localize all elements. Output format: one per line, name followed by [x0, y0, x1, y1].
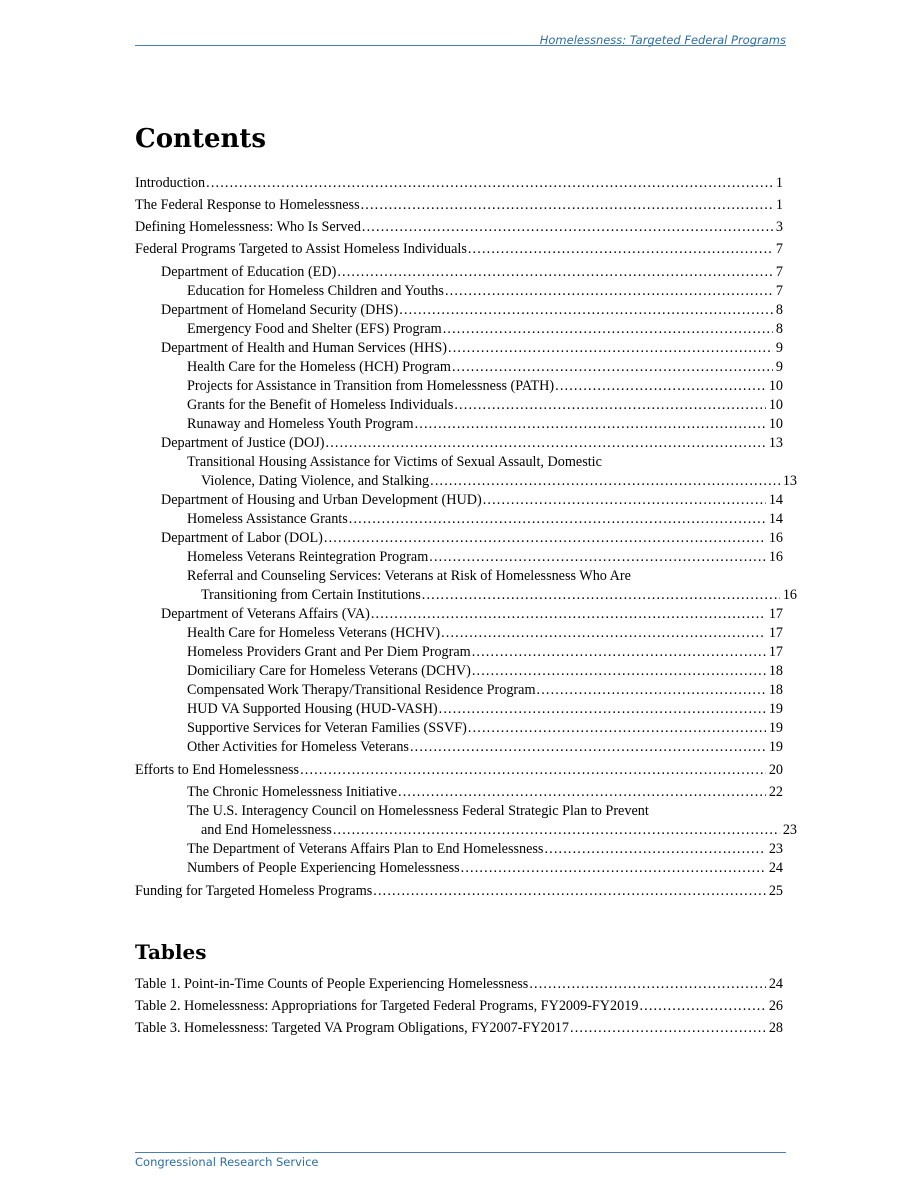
toc-entry-gpd[interactable]: [187, 643, 783, 662]
toc-entry-title: Projects for Assistance in Transition from Homelessness (PATH): [187, 378, 555, 394]
toc-entry-defining-homelessness[interactable]: [135, 218, 783, 237]
toc-entry-title: Runaway and Homeless Youth Program: [187, 416, 414, 432]
toc-entry-title: The Federal Response to Homelessness: [135, 197, 360, 213]
toc-page-number: 13: [782, 473, 797, 489]
toc-page-number: 9: [775, 340, 783, 356]
toc-page-number: 10: [768, 416, 783, 432]
toc-entry-title: Other Activities for Homeless Veterans: [187, 739, 409, 755]
toc-entry-title: Numbers of People Experiencing Homelessness: [187, 860, 460, 876]
toc-entry-numbers[interactable]: [187, 859, 783, 878]
toc-page-number: 9: [775, 359, 783, 375]
toc-entry-federal-programs[interactable]: [135, 240, 783, 259]
table-page-number: 26: [768, 998, 783, 1014]
table-page-number: 24: [768, 976, 783, 992]
toc-entry-title: Violence, Dating Violence, and Stalking: [201, 473, 430, 489]
toc-entry-title: Efforts to End Homelessness: [135, 762, 300, 778]
toc-entry-title: Homeless Providers Grant and Per Diem Program: [187, 644, 471, 660]
toc-page-number: 16: [782, 587, 797, 603]
toc-entry-dol[interactable]: [161, 529, 783, 548]
toc-entry-title: The Department of Veterans Affairs Plan to End Homelessness: [187, 841, 544, 857]
toc-page-number: 18: [768, 663, 783, 679]
toc-entry-gbhi[interactable]: [187, 396, 783, 415]
toc-entry-title: HUD VA Supported Housing (HUD-VASH): [187, 701, 438, 717]
toc-entry-title: Department of Homeland Security (DHS): [161, 302, 399, 318]
toc-entry-hvrp[interactable]: [187, 548, 783, 567]
toc-page-number: 8: [775, 302, 783, 318]
toc-page-number: 16: [768, 530, 783, 546]
toc-entry-federal-response[interactable]: [135, 196, 783, 215]
toc-entry-title: Transitioning from Certain Institutions: [201, 587, 421, 603]
toc-entry-hchv[interactable]: [187, 624, 783, 643]
toc-entry-hch[interactable]: [187, 358, 783, 377]
toc-page-number: 17: [768, 625, 783, 641]
toc-page-number: 10: [768, 378, 783, 394]
toc-entry-doj[interactable]: [161, 434, 783, 453]
toc-entry-title: Department of Education (ED): [161, 264, 337, 280]
toc-page-number: 10: [768, 397, 783, 413]
toc-entry-title: Department of Health and Human Services (HHS): [161, 340, 448, 356]
footer-rule: [135, 1152, 786, 1153]
toc-entry-title: Funding for Targeted Homeless Programs: [135, 883, 373, 899]
toc-page-number: 7: [775, 241, 783, 257]
toc-entry-title: Grants for the Benefit of Homeless Individuals: [187, 397, 454, 413]
toc-entry-title: Defining Homelessness: Who Is Served: [135, 219, 361, 235]
toc-page-number: 17: [768, 606, 783, 622]
toc-page-number: 14: [768, 511, 783, 527]
toc-entry-chronic[interactable]: [187, 783, 783, 802]
toc-entry-dhs[interactable]: [161, 301, 783, 320]
toc-entry-hag[interactable]: [187, 510, 783, 529]
toc-entry-title: Department of Justice (DOJ): [161, 435, 325, 451]
toc-page-number: 23: [782, 822, 797, 838]
toc-entry-cwt[interactable]: [187, 681, 783, 700]
toc-page-number: 8: [775, 321, 783, 337]
toc-page-number: 17: [768, 644, 783, 660]
toc-entry-dchv[interactable]: [187, 662, 783, 681]
toc-page-number: 16: [768, 549, 783, 565]
toc-entry-ed[interactable]: [161, 263, 783, 282]
toc-entry-title: Supportive Services for Veteran Families (SSVF): [187, 720, 467, 736]
toc-entry-title-line1: Referral and Counseling Services: Veterans at Risk of Homelessness Who Are: [187, 568, 631, 584]
toc-entry-introduction[interactable]: [135, 174, 783, 193]
toc-entry-rhy[interactable]: [187, 415, 783, 434]
tables-heading: Tables: [135, 940, 207, 964]
toc-page-number: 19: [768, 739, 783, 755]
toc-page-number: 13: [768, 435, 783, 451]
toc-entry-ssvf[interactable]: [187, 719, 783, 738]
toc-entry-title: Homeless Assistance Grants: [187, 511, 348, 527]
toc-entry-title: Homeless Veterans Reintegration Program: [187, 549, 429, 565]
toc-entry-other-activities[interactable]: [187, 738, 783, 757]
table-entry-1[interactable]: [135, 975, 783, 994]
toc-entry-usich[interactable]: [187, 802, 797, 840]
toc-entry-title: Emergency Food and Shelter (EFS) Program: [187, 321, 442, 337]
toc-entry-title: Department of Veterans Affairs (VA): [161, 606, 370, 622]
toc-entry-title: and End Homelessness: [201, 822, 332, 838]
toc-entry-title: Health Care for the Homeless (HCH) Program: [187, 359, 451, 375]
footer-text: Congressional Research Service: [135, 1155, 319, 1169]
toc-entry-title-line1: The U.S. Interagency Council on Homelessness Federal Strategic Plan to Prevent: [187, 803, 649, 819]
toc-entry-title: The Chronic Homelessness Initiative: [187, 784, 398, 800]
toc-page-number: 20: [768, 762, 783, 778]
toc-page-number: 7: [775, 283, 783, 299]
toc-entry-hud-vash[interactable]: [187, 700, 783, 719]
toc-entry-funding[interactable]: [135, 882, 783, 901]
toc-entry-title: Compensated Work Therapy/Transitional Residence Program: [187, 682, 536, 698]
toc-page-number: 19: [768, 701, 783, 717]
toc-page-number: 22: [768, 784, 783, 800]
toc-entry-va-plan[interactable]: [187, 840, 783, 859]
toc-page-number: 3: [775, 219, 783, 235]
toc-entry-path[interactable]: [187, 377, 783, 396]
toc-page-number: 18: [768, 682, 783, 698]
contents-heading: Contents: [135, 124, 267, 154]
table-entry-title: Table 2. Homelessness: Appropriations for Targeted Federal Programs, FY2009-FY2019: [135, 998, 639, 1014]
toc-entry-title: Introduction: [135, 175, 206, 191]
table-entry-title: Table 3. Homelessness: Targeted VA Program Obligations, FY2007-FY2017: [135, 1020, 569, 1036]
table-entry-title: Table 1. Point-in-Time Counts of People Experiencing Homelessness: [135, 976, 529, 992]
toc-entry-transitional-housing[interactable]: [187, 453, 797, 491]
toc-page-number: 25: [768, 883, 783, 899]
header-rule: [135, 45, 786, 46]
toc-page-number: 1: [775, 175, 783, 191]
toc-entry-title: Department of Labor (DOL): [161, 530, 323, 546]
toc-entry-title: Domiciliary Care for Homeless Veterans (DCHV): [187, 663, 471, 679]
table-entry-3[interactable]: [135, 1019, 783, 1038]
toc-entry-title: Department of Housing and Urban Development (HUD): [161, 492, 482, 508]
toc-page-number: 23: [768, 841, 783, 857]
running-header-title: Homelessness: Targeted Federal Programs: [539, 33, 786, 47]
toc-entry-efs[interactable]: [187, 320, 783, 339]
toc-entry-ehcy[interactable]: [187, 282, 783, 301]
toc-page-number: 24: [768, 860, 783, 876]
toc-entry-title-line1: Transitional Housing Assistance for Victims of Sexual Assault, Domestic: [187, 454, 602, 470]
toc-page-number: 19: [768, 720, 783, 736]
table-entry-2[interactable]: [135, 997, 783, 1016]
toc-entry-va[interactable]: [161, 605, 783, 624]
toc-page-number: 7: [775, 264, 783, 280]
table-page-number: 28: [768, 1020, 783, 1036]
toc-entry-hud[interactable]: [161, 491, 783, 510]
toc-entry-hhs[interactable]: [161, 339, 783, 358]
toc-entry-referral-counseling[interactable]: [187, 567, 797, 605]
toc-entry-title: Education for Homeless Children and Youths: [187, 283, 444, 299]
toc-entry-title: Federal Programs Targeted to Assist Homeless Individuals: [135, 241, 467, 257]
toc-page-number: 14: [768, 492, 783, 508]
toc-entry-title: Health Care for Homeless Veterans (HCHV): [187, 625, 441, 641]
toc-entry-efforts[interactable]: [135, 761, 783, 780]
toc-page-number: 1: [775, 197, 783, 213]
